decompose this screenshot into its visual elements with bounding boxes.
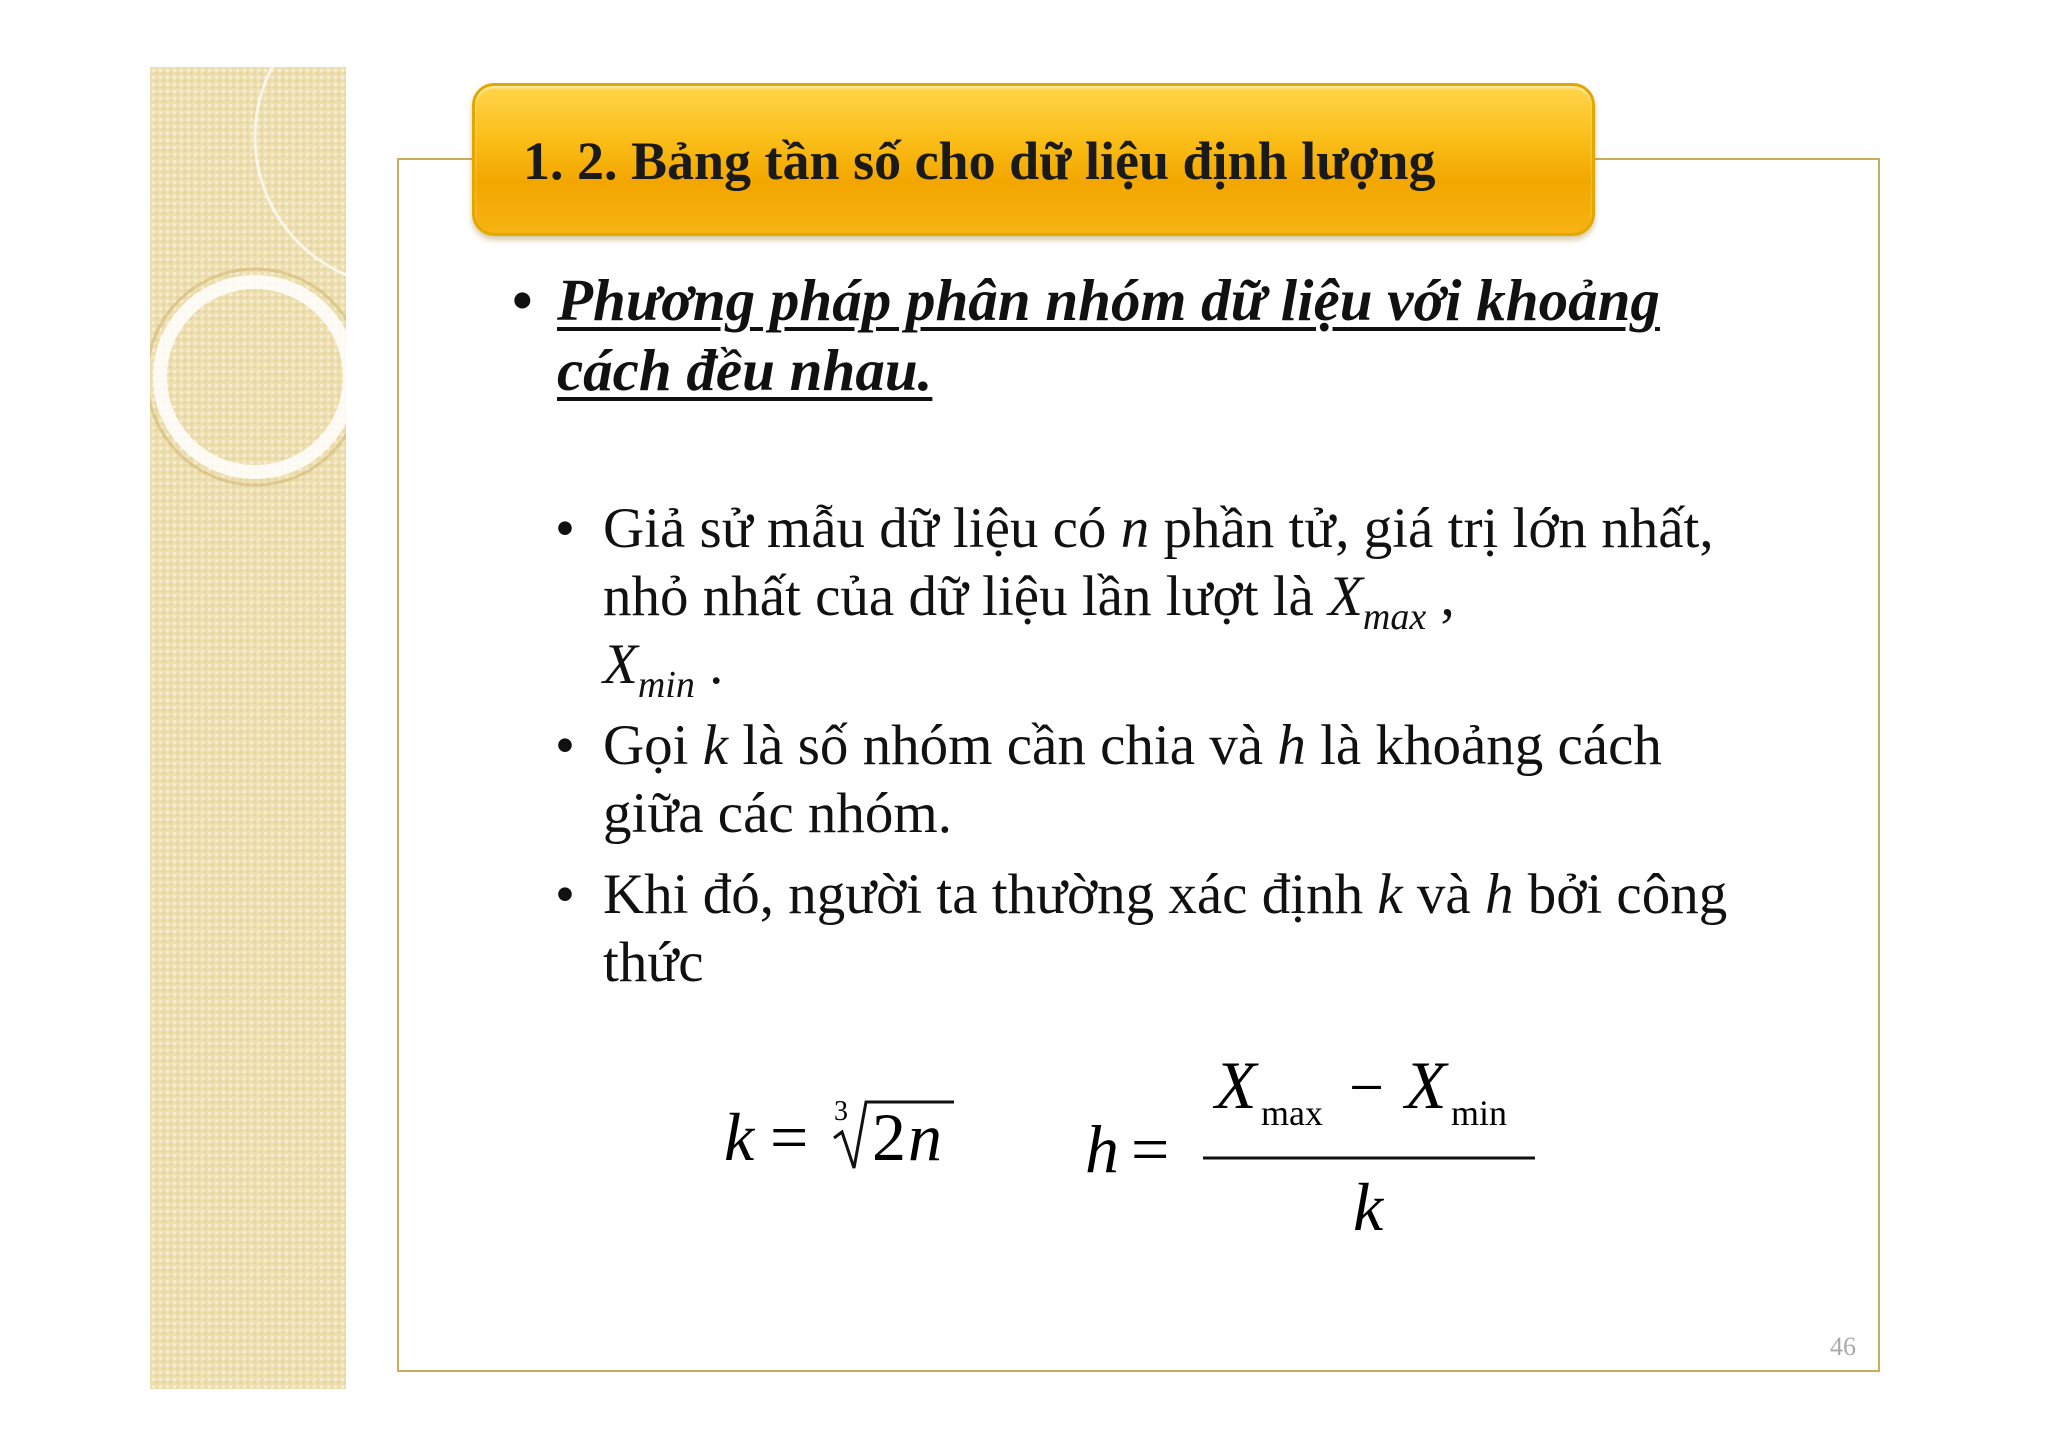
formula-h-svg [1085,1060,1545,1260]
variable: k [1377,863,1403,926]
minus-sign: − [1349,1060,1384,1122]
list-item [555,495,1755,706]
text-run: và [1402,863,1485,926]
decorative-circles [150,67,346,1389]
text-run: phần tử, giá trị lớn nhất, nhỏ nhất của dữ liệu lần lượt là [603,497,1714,628]
numerator-x-max: X [1215,1060,1257,1123]
subscript: min [637,664,695,706]
section-heading [512,265,1662,405]
radicand-number: 2 [872,1099,906,1175]
section-heading-text: Phương pháp phân nhóm dữ liệu với khoảng cách đều nhau. [557,267,1660,403]
numerator-x-min: X [1405,1060,1447,1123]
formula-h-equals: = [1131,1111,1170,1187]
text-run: , [1426,565,1455,628]
formula-h [1085,1060,1545,1277]
list-item [555,712,1755,848]
text-run: Khi đó, người ta thường xác định [603,863,1378,926]
variable: n [1120,497,1150,560]
text-run: Giả sử mẫu dữ liệu có [603,497,1121,560]
subscript-min: min [1451,1093,1508,1133]
radical-index: 3 [834,1096,848,1127]
formula-k-equals: = [770,1099,809,1175]
text-run: Gọi [603,714,703,777]
page-number: 46 [1830,1332,1856,1361]
decorative-side-strip [150,67,346,1389]
subscript: max [1362,596,1427,638]
bullet-list [555,495,1755,1010]
title-bar [472,83,1595,236]
variable: k [702,714,729,777]
variable: X [1328,565,1363,628]
list-item [555,861,1755,997]
formula-h-lhs: h [1085,1111,1119,1187]
radicand-variable: n [908,1099,942,1175]
formula-k-lhs: k [724,1099,755,1175]
bullet-marker: • [555,863,575,926]
bullet-marker: • [512,267,533,333]
text-run: là khoảng cách giữa các nhóm. [603,714,1662,845]
text-run: bởi công thức [603,863,1728,994]
bullet-marker: • [555,497,575,560]
variable: h [1277,714,1306,777]
formula-k-svg [722,1080,982,1190]
text-run: . [694,633,724,696]
text-run: là số nhóm cần chia và [728,714,1278,777]
denominator: k [1353,1169,1384,1245]
variable: h [1484,863,1514,926]
subscript-max: max [1261,1093,1323,1133]
formula-k [722,1080,982,1207]
bullet-marker: • [555,714,575,777]
variable: X [603,633,638,696]
slide-title: 1. 2. Bảng tần số cho dữ liệu định lượng [523,131,1436,191]
